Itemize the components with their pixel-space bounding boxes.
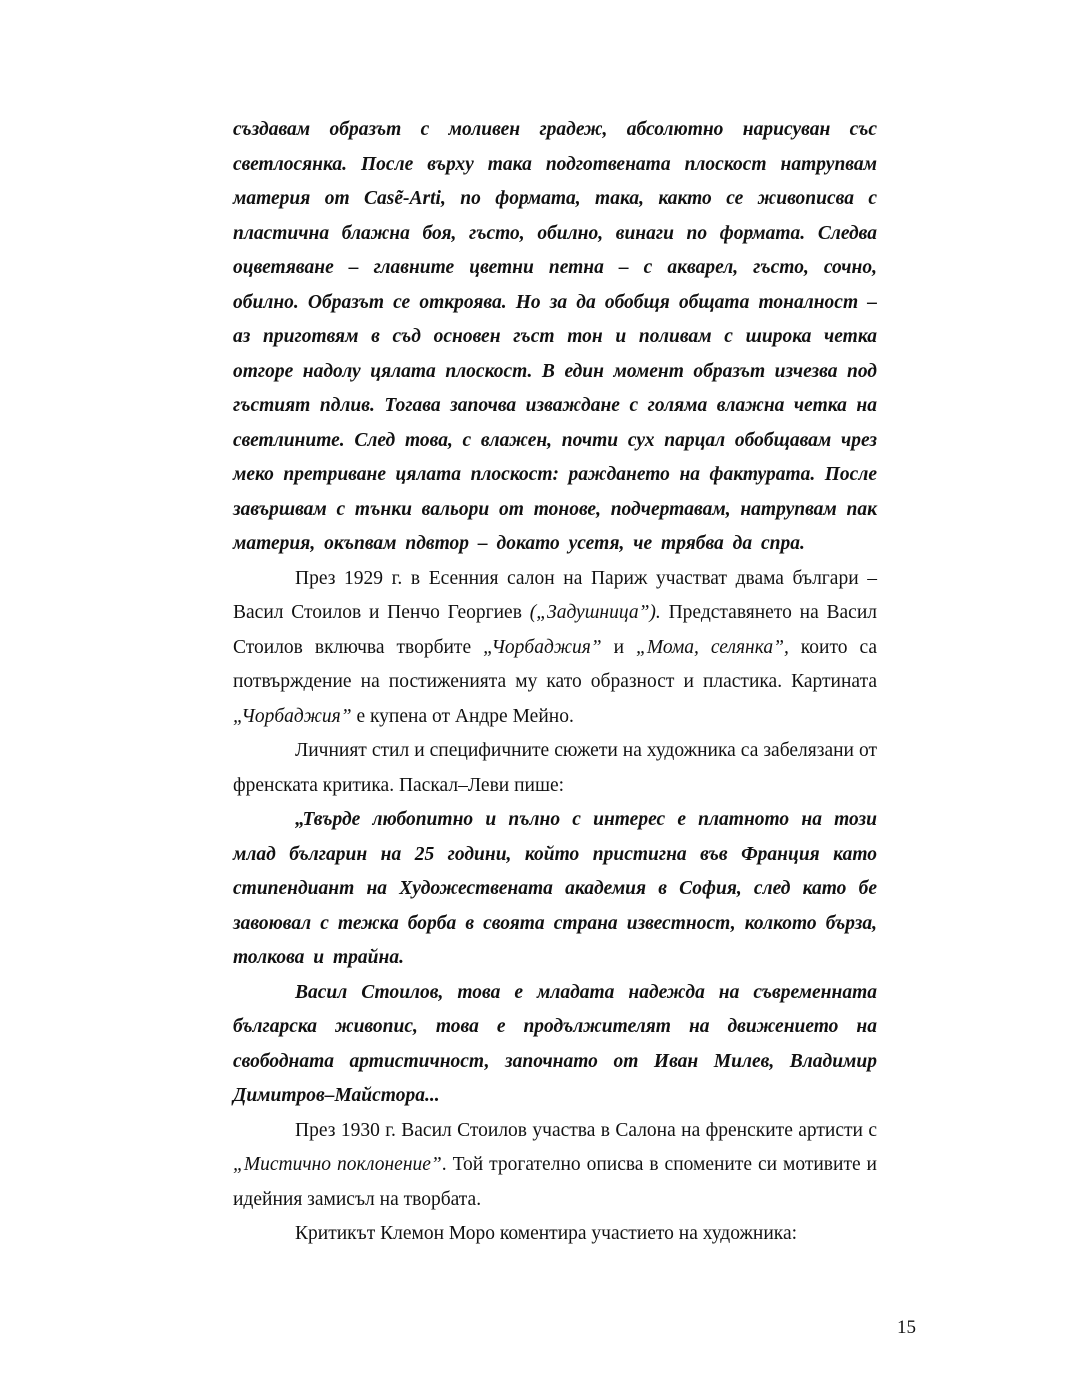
paragraph-salon-1930 (233, 1114, 877, 1218)
page-number: 15 (897, 1317, 916, 1338)
artwork-title-mystic-worship: „Мистично поклонение” (233, 1154, 442, 1175)
paragraph-text: е купена от Андре Мейно. (351, 705, 574, 727)
paragraph-text: През 1929 г. в Есенния салон на Париж участват двама българи – Васил Стоилов и Пенчо Георгиев (233, 567, 877, 623)
paragraph-text: и (601, 636, 637, 658)
artwork-title-zadushnitsa: („Задушница”). (529, 602, 661, 623)
paragraph-critic-moreau: Критикът Клемон Моро коментира участието на художника: (295, 1223, 798, 1244)
quote-continuation: създавам образът с моливен градеж, абсолютно нарисуван със светлосянка. После върху така подготвената плоскост натрупвам материя от Casẽ-Arti, по формата, така, както се живописва с пластична блажна боя, гъсто, обилно, винаги по формата. Следва оцветяване – главните цветни петна – с акварел, гъсто, сочно, обилно. Образът се откроява. Но за да обобщя общата тоналност – аз приготвям в съд основен гъст тон и поливам с широка четка отгоре надолу цялата плоскост. В един момент образът изчезва под гъстият пдлив. Тогава започва изваждане с голяма влажна четка на светлините. След това, с влажен, почти сух парцал обобщавам чрез меко претриване цялата плоскост: раждането на фактурата. После завършвам с тънки вальори от тонове, подчертавам, натрупвам пак материя, окъпвам пдвтор – докато усетя, че трябва да спра. (233, 119, 877, 554)
paragraph-text: Представянето на Васил Стоилов включва творбите (233, 602, 877, 658)
body-text (233, 113, 877, 1252)
paragraph-text: . Той трогателно описва в спомените си мотивите и идейния замисъл на творбата. (233, 1154, 877, 1210)
quote-young-hope: Васил Стоилов, това е младата надежда на съвременната българска живопис, това е продължителят на движението на свободната артистичност, започнато от Иван Милев, Владимир Димитров–Майстора... (233, 981, 877, 1106)
artwork-title-moma-selyanka: „Мома, селянка”, (636, 636, 789, 658)
artwork-title-chorbadzhiya: „Чорбаджия” (233, 705, 352, 727)
paragraph-french-critique: Личният стил и специфичните сюжети на художника са забелязани от френската критика. Паскал–Леви пише: (233, 740, 877, 796)
artwork-title-chorbadzhiya: „Чорбаджия” (483, 636, 602, 658)
paragraph-text: които са потвърждение на постиженията му като образност и пластика. Картината (233, 636, 878, 692)
paragraph-text: През 1930 г. Васил Стоилов участва в Салона на френските артисти с (295, 1119, 877, 1141)
quote-pascal-levy: „Твърде любопитно и пълно с интерес е платното на този млад българин на 25 години, който пристигна във Франция като стипендиант на Художествената академия в София, след като бе завоювал с тежка борба в своята страна известност, колкото бърза, толкова и трайна. (233, 809, 877, 968)
paragraph-autumn-salon-1929 (233, 562, 877, 735)
